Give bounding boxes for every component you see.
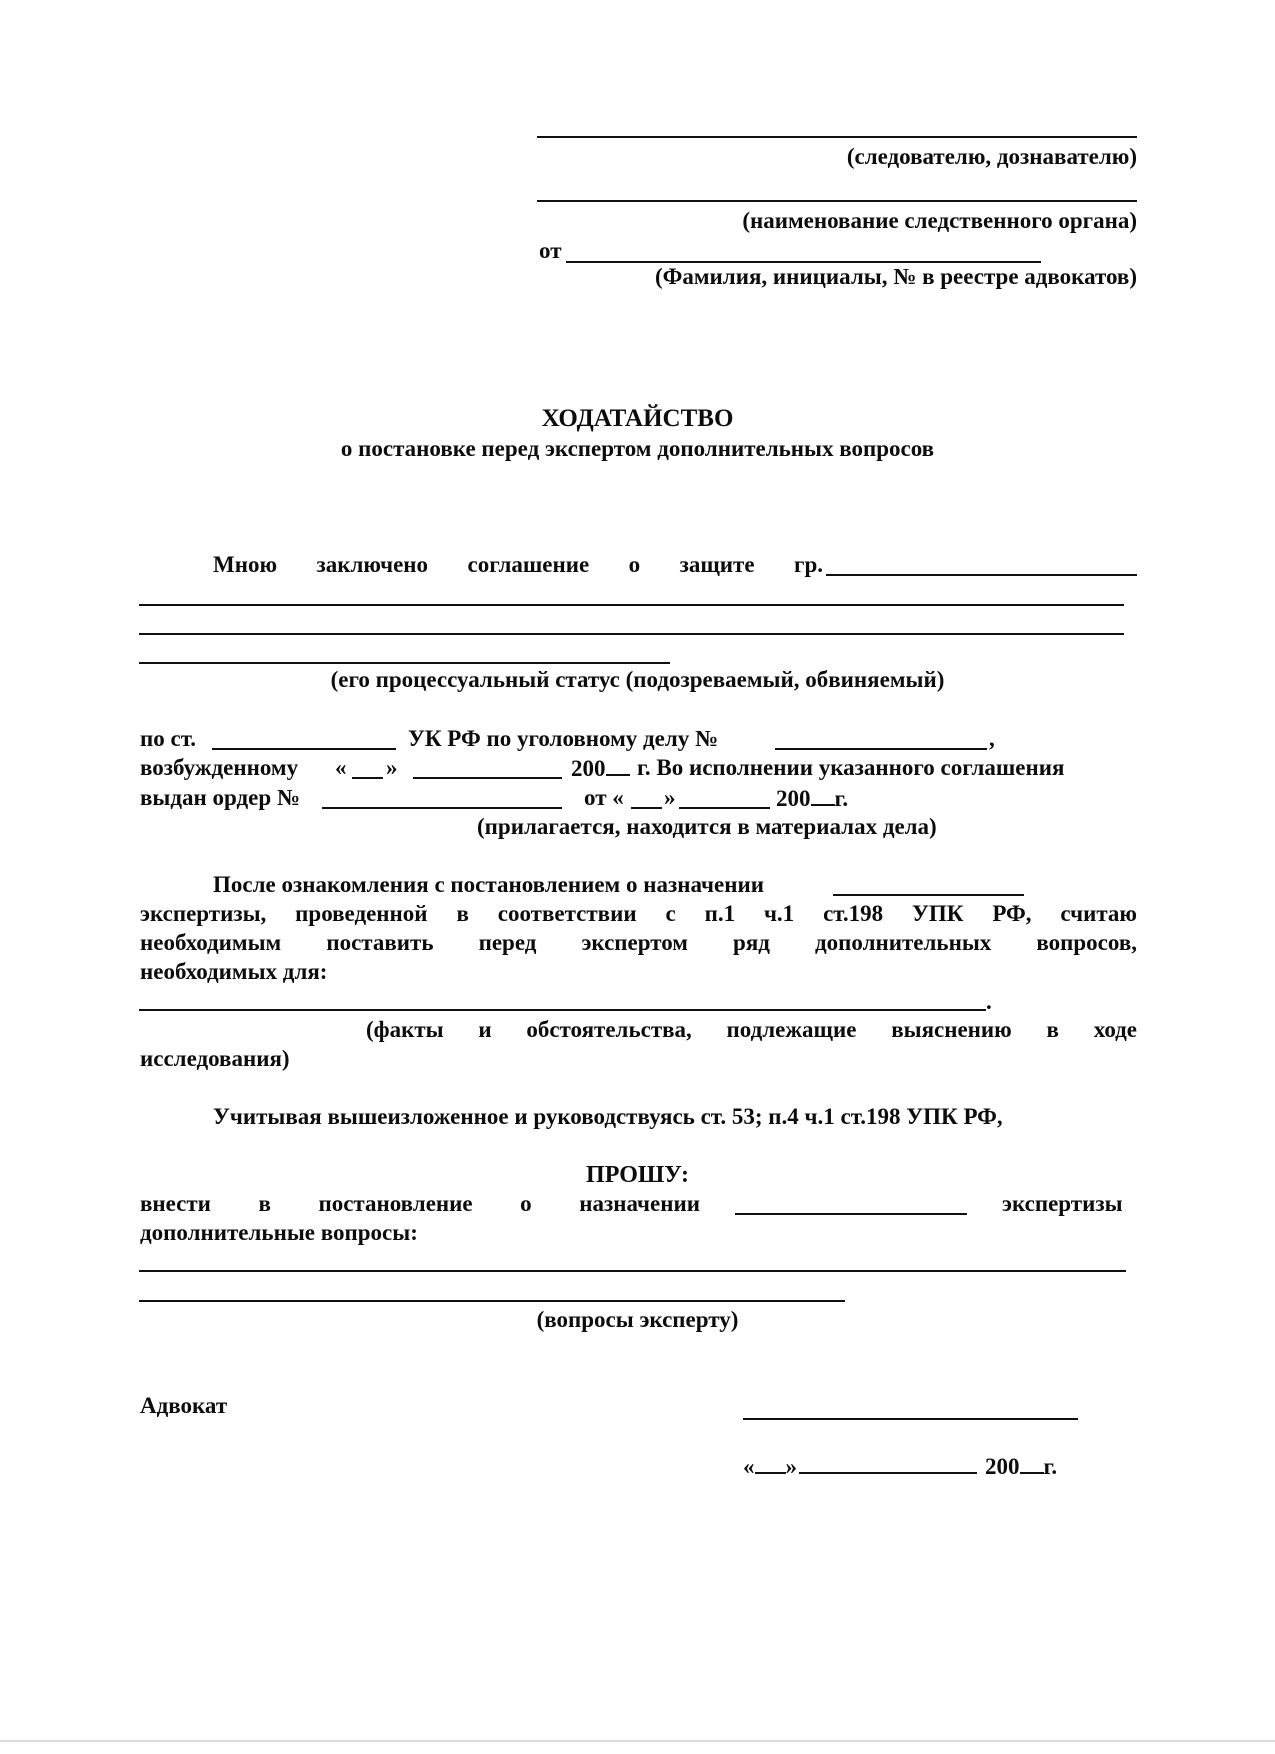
- facts-caption-line1: (факты и обстоятельства, подлежащие выяснению в ходе: [366, 1017, 1137, 1042]
- expertise-type-line: [833, 894, 1024, 896]
- considering-text: Учитывая вышеизложенное и руководствуясь ст. 53; п.4 ч.1 ст.198 УПК РФ,: [213, 1104, 1003, 1129]
- order-year: [776, 784, 848, 813]
- questions-line-1: [139, 1270, 1126, 1272]
- excited-date-open: «: [335, 755, 347, 780]
- order-label: выдан ордер №: [140, 785, 301, 810]
- footer-date: [743, 1452, 1057, 1481]
- request-heading: ПРОШУ:: [586, 1162, 689, 1188]
- agreement-word: о: [628, 552, 641, 577]
- year-blank: [606, 754, 630, 776]
- footer-date-close: »: [785, 1454, 797, 1479]
- questions-line-2: [139, 1300, 845, 1302]
- order-number-line: [322, 807, 562, 809]
- authority-line: [537, 200, 1137, 202]
- p2-line2: экспертизы, проведенной в соответствии с п.1 ч.1 ст.198 УПК РФ, считаю: [140, 901, 1137, 926]
- order-day-line: [631, 807, 662, 809]
- year-prefix: 200: [571, 756, 606, 781]
- authority-caption: (наименование следственного органа): [742, 208, 1137, 233]
- p2-line1: После ознакомления с постановлением о назначении: [213, 872, 764, 897]
- year-prefix: 200: [776, 786, 811, 811]
- order-from: от «: [584, 785, 624, 810]
- request-line1-right: экспертизы: [1002, 1191, 1123, 1216]
- facts-caption-line2: исследования): [140, 1046, 290, 1071]
- case-comma: ,: [989, 726, 995, 751]
- excited-day-line: [352, 777, 383, 779]
- agreement-line: [213, 551, 823, 579]
- footer-day-blank: [755, 1452, 786, 1474]
- case-label: УК РФ по уголовному делу №: [408, 726, 719, 751]
- purpose-period: .: [986, 989, 992, 1014]
- order-date-close: »: [664, 785, 676, 810]
- scan-edge: [0, 1740, 1275, 1742]
- excited-tail: г. Во исполнении указанного соглашения: [637, 755, 1065, 780]
- excited-month-line: [413, 777, 562, 779]
- client-line-2: [139, 604, 1124, 606]
- excited-date-close: »: [386, 755, 398, 780]
- article-label: по ст.: [140, 726, 197, 751]
- excited-year: [571, 754, 630, 783]
- from-label: от: [539, 238, 562, 263]
- request-line2: дополнительные вопросы:: [140, 1220, 418, 1245]
- questions-caption: (вопросы эксперту): [536, 1307, 739, 1332]
- order-caption: (прилагается, находится в материалах дела): [477, 814, 937, 839]
- document-subtitle: о постановке перед экспертом дополнительных вопросов: [340, 436, 935, 461]
- agreement-word: гр.: [794, 552, 823, 577]
- footer-month-blank: [799, 1452, 977, 1474]
- lawyer-signature-line: [743, 1418, 1078, 1420]
- recipient-line: [537, 136, 1137, 138]
- article-line: [212, 748, 396, 750]
- footer-year-prefix: 200: [985, 1454, 1020, 1479]
- year-suffix: г.: [834, 786, 849, 811]
- p2-line3: необходимым поставить перед экспертом ряд дополнительных вопросов,: [140, 930, 1137, 955]
- lawyer-label: Адвокат: [140, 1393, 228, 1418]
- p2-line4: необходимых для:: [140, 959, 328, 984]
- excited-label: возбужденному: [140, 755, 299, 780]
- document-title: ХОДАТАЙСТВО: [541, 405, 734, 432]
- agreement-word: защите: [679, 552, 755, 577]
- client-line-3: [139, 633, 1124, 635]
- from-caption: (Фамилия, инициалы, № в реестре адвокатов): [654, 264, 1137, 289]
- footer-year-blank: [1020, 1452, 1044, 1474]
- client-line-4: [139, 662, 670, 664]
- footer-year-suffix: г.: [1043, 1454, 1058, 1479]
- case-number-line: [775, 748, 987, 750]
- year-blank: [811, 784, 835, 806]
- footer-date-open: «: [743, 1454, 755, 1479]
- agreement-word: заключено: [316, 552, 429, 577]
- request-expertise-line: [735, 1213, 967, 1215]
- client-name-line: [826, 574, 1137, 576]
- purpose-line: [139, 1009, 986, 1011]
- request-line1-left: внести в постановление о назначении: [140, 1191, 700, 1216]
- agreement-word: Мною: [213, 552, 278, 577]
- agreement-word: соглашение: [467, 552, 590, 577]
- recipient-caption: (следователю, дознавателю): [846, 144, 1137, 169]
- order-month-line: [679, 807, 770, 809]
- status-caption: (его процессуальный статус (подозреваемый, обвиняемый): [330, 667, 945, 692]
